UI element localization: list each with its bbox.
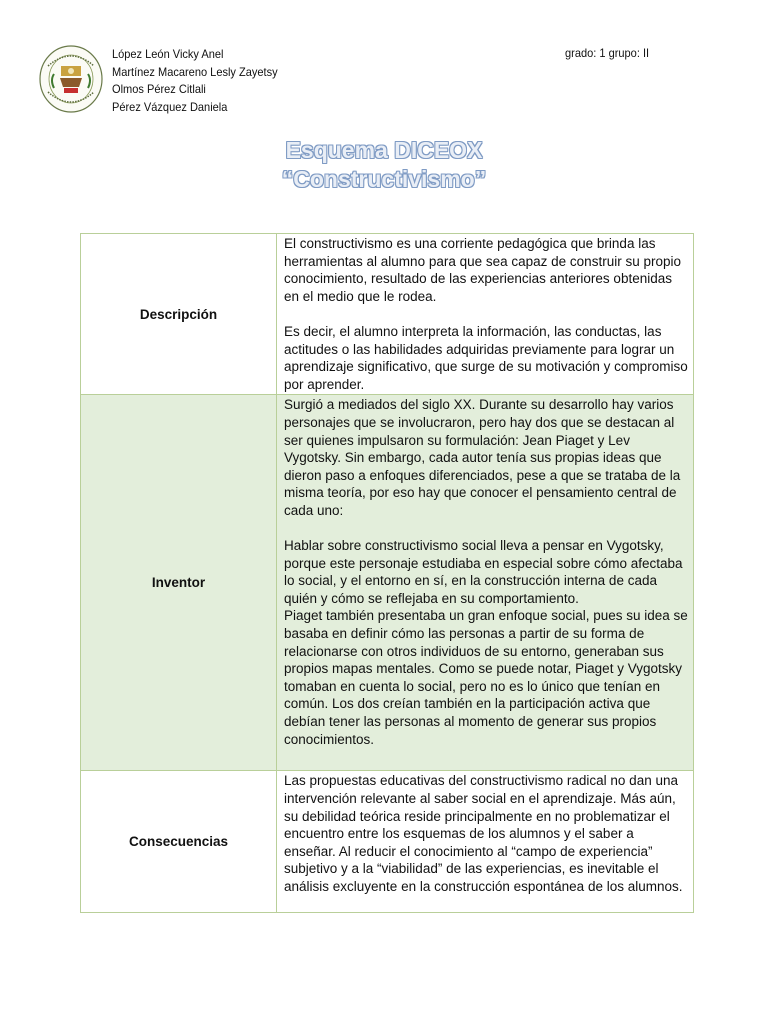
institution-seal-logo xyxy=(38,44,104,114)
author-list xyxy=(112,46,278,116)
row-content xyxy=(277,234,694,395)
row-content xyxy=(277,771,694,913)
paragraph: El constructivismo es una corriente pedagógica que brinda las herramientas al alumno para que sea capaz de construir su propio conocimiento, resultado de las experiencias anteriores obtenidas en el medio que le rodea. xyxy=(284,236,681,304)
row-label: Descripción xyxy=(81,234,277,395)
table-row-descripcion xyxy=(81,234,694,395)
author-name: Martínez Macareno Lesly Zayetsy xyxy=(112,64,278,79)
paragraph: Piaget también presentaba un gran enfoque social, pues su idea se basaba en definir cómo las personas a partir de su forma de relacionarse con otros individuos de su entorno, generaban sus propios mapas mentales. Como se puede notar, Piaget y Vygotsky tomaban en cuenta lo social, pero no es lo único que tenían en común. Los dos creían también en la participación activa que debían tener las personas al momento de generar sus propios conocimientos. xyxy=(284,608,688,747)
paragraph: Hablar sobre constructivismo social lleva a pensar en Vygotsky, porque este personaje estudiaba en especial sobre cómo afectaba lo social, y el entorno en sí, en la construcción interna de cada quién y cómo se reflejaba en su comportamiento. xyxy=(284,538,683,606)
row-content xyxy=(277,395,694,771)
author-name: Pérez Vázquez Daniela xyxy=(112,99,228,114)
paragraph: Es decir, el alumno interpreta la información, las conductas, las actitudes o las habilidades adquiridas previamente para lograr un aprendizaje significativo, que surge de su motivación y compromiso por aprender. xyxy=(284,323,688,392)
diceox-scheme-table xyxy=(80,233,694,913)
author-name: López León Vicky Anel xyxy=(112,47,224,61)
table-row-consecuencias xyxy=(81,771,694,913)
paragraph: Las propuestas educativas del constructivismo radical no dan una intervención relevante al saber social en el aprendizaje. Más aún, su debilidad teórica reside principalmente en no problematizar el encuentro entre los esquemas de los alumnos y el saber a enseñar. Al reducir el conocimiento al “campo de experiencia” subjetivo y a la “viabilidad” de las experiencias, es inevitable el análisis excluyente en la construcción espontánea de los alumnos. xyxy=(284,773,683,894)
row-label: Consecuencias xyxy=(81,771,277,913)
document-subtitle: “Constructivismo” xyxy=(281,166,487,192)
document-title: Esquema DICEOX xyxy=(285,137,483,163)
table-row-inventor xyxy=(81,395,694,771)
paragraph: Surgió a mediados del siglo XX. Durante su desarrollo hay varios personajes que se involucraron, pero hay dos que se destacan al ser quienes impulsaron su formulación: Jean Piaget y Lev Vygotsky. Sin embargo, cada autor tenía sus propias ideas que dieron paso a enfoques diferenciados, pese a que se trataba de la misma teoría, por eso hay que conocer el pensamiento central de cada uno: xyxy=(284,397,681,518)
row-label: Inventor xyxy=(81,395,277,771)
grade-group-label: grado: 1 grupo: II xyxy=(565,46,650,60)
author-name: Olmos Pérez Citlali xyxy=(112,82,206,96)
